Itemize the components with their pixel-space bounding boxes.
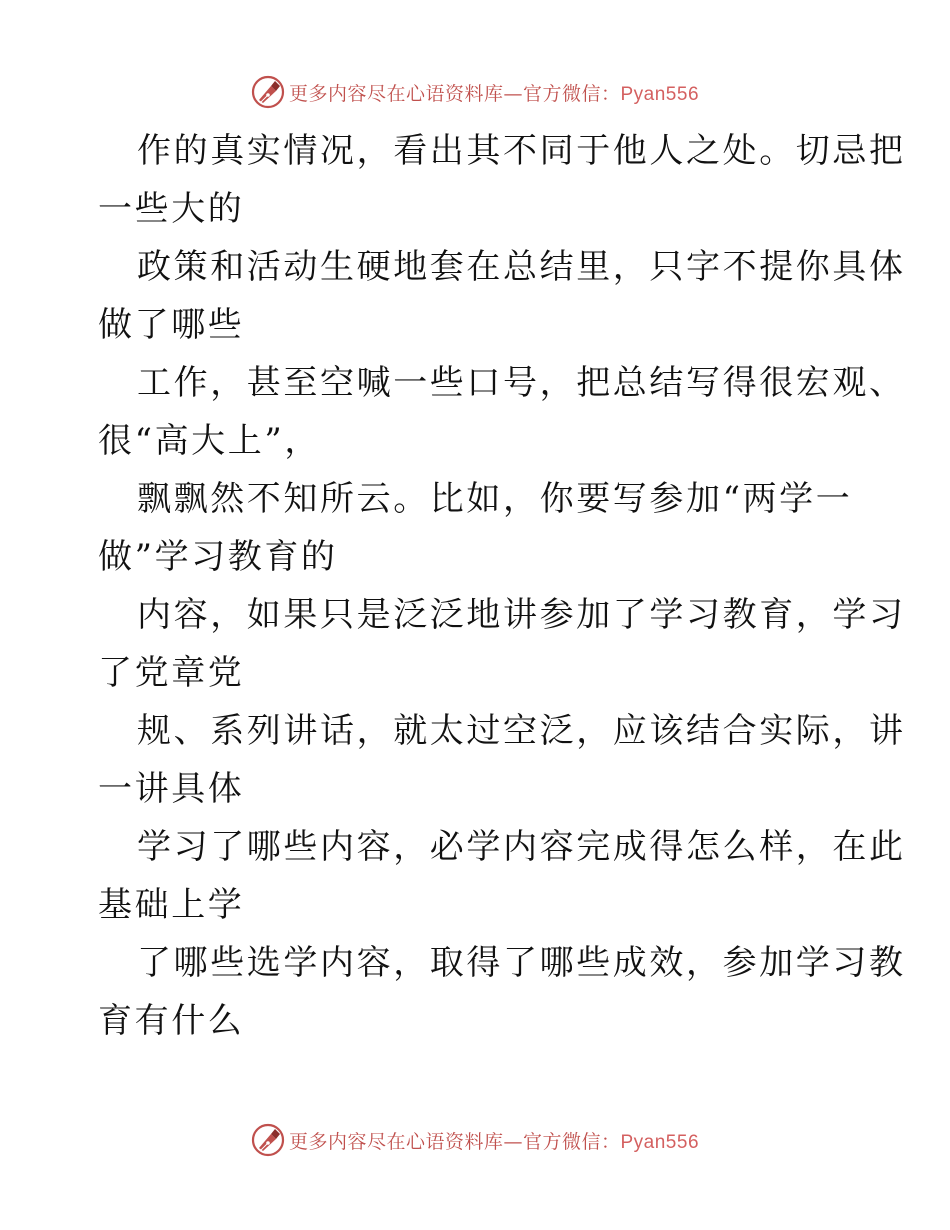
wechat-id: Pyan556 bbox=[620, 83, 700, 105]
body-line: 很“高大上”， bbox=[98, 421, 321, 461]
body-line: 规、系列讲话，就太过空泛，应该结合实际，讲 bbox=[137, 711, 906, 751]
footer-banner bbox=[0, 1118, 950, 1162]
body-line: 学习了哪些内容，必学内容完成得怎么样，在此 bbox=[137, 827, 906, 867]
pen-nib-logo-icon bbox=[251, 75, 285, 109]
body-line: 工作，甚至空喊一些口号，把总结写得很宏观、 bbox=[137, 363, 906, 403]
body-line: 一些大的 bbox=[98, 189, 245, 229]
banner-caption bbox=[289, 79, 699, 106]
body-line: 育有什么 bbox=[98, 1001, 245, 1041]
body-line: 了党章党 bbox=[98, 653, 245, 693]
site-name: 更多内容尽在心语资料库 bbox=[288, 82, 504, 105]
body-line: 做了哪些 bbox=[98, 305, 245, 345]
body-line: 作的真实情况，看出其不同于他人之处。切忌把 bbox=[137, 131, 906, 171]
document-body bbox=[98, 122, 906, 1050]
banner-dash: — bbox=[503, 1130, 523, 1153]
body-line: 做”学习教育的 bbox=[98, 537, 338, 577]
wechat-label: 官方微信： bbox=[522, 1130, 621, 1153]
site-name: 更多内容尽在心语资料库 bbox=[288, 1130, 504, 1153]
pen-nib-logo-icon bbox=[251, 1123, 285, 1157]
body-line: 了哪些选学内容，取得了哪些成效，参加学习教 bbox=[137, 943, 906, 983]
wechat-label: 官方微信： bbox=[522, 82, 621, 105]
banner-dash: — bbox=[503, 82, 523, 105]
wechat-id: Pyan556 bbox=[620, 1131, 700, 1153]
banner-caption bbox=[289, 1127, 699, 1154]
body-line: 一讲具体 bbox=[98, 769, 245, 809]
body-line: 政策和活动生硬地套在总结里，只字不提你具体 bbox=[137, 247, 906, 287]
body-line: 内容，如果只是泛泛地讲参加了学习教育，学习 bbox=[137, 595, 906, 635]
body-line: 基础上学 bbox=[98, 885, 245, 925]
body-line: 飘飘然不知所云。比如，你要写参加“两学一 bbox=[137, 479, 853, 519]
header-banner bbox=[0, 70, 950, 114]
